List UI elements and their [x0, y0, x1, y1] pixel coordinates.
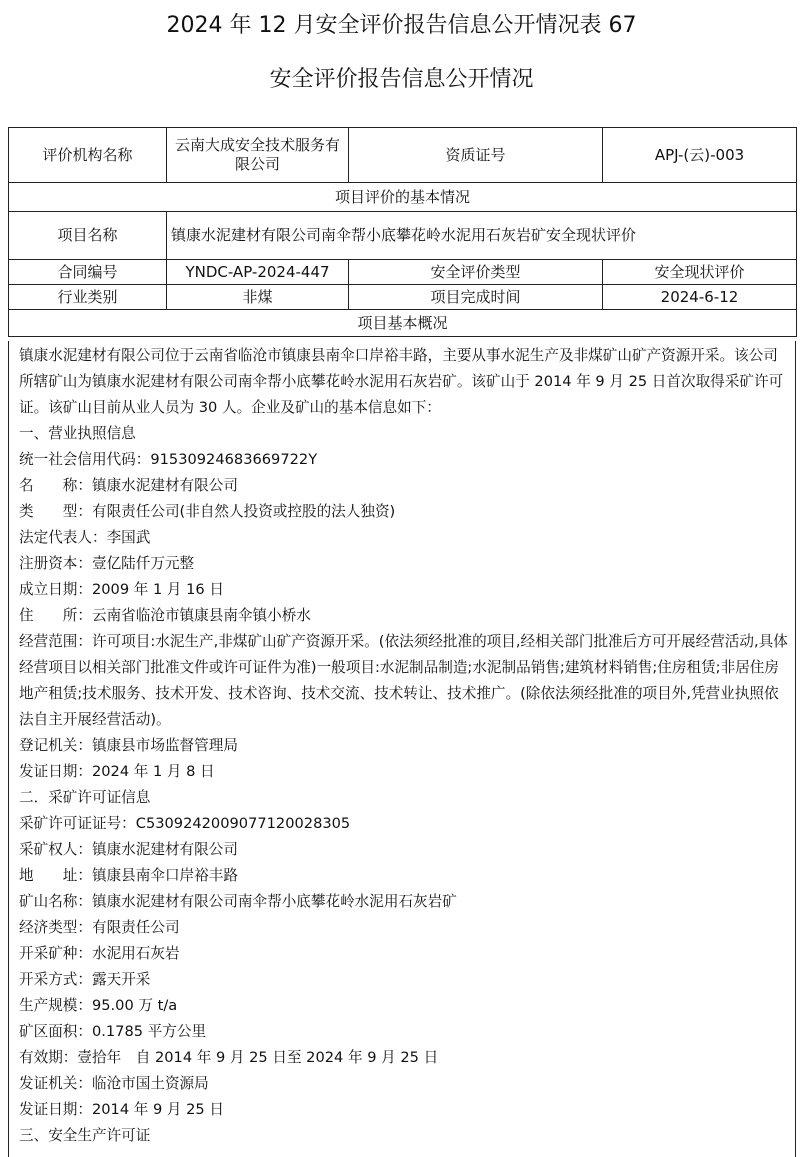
project-name-label: 项目名称	[9, 212, 167, 260]
eval-type-value: 安全现状评价	[603, 260, 797, 285]
registration-authority: 登记机关：镇康县市场监督管理局	[19, 737, 238, 754]
table-row	[9, 212, 797, 260]
section-mining-permit: 二．采矿许可证信息	[19, 789, 151, 806]
mining-area: 矿区面积：0.1785 平方公里	[19, 1023, 207, 1040]
overview-section-heading: 项目基本概况	[9, 310, 797, 337]
permit-issue-date: 发证日期：2014 年 9 月 25 日	[19, 1101, 224, 1118]
contract-value: YNDC-AP-2024-447	[167, 260, 349, 285]
project-name-value: 镇康水泥建材有限公司南伞帮小底攀花岭水泥用石灰岩矿安全现状评价	[167, 212, 797, 260]
section-business-license: 一、营业执照信息	[19, 425, 136, 442]
validity-period: 有效期：壹拾年 自 2014 年 9 月 25 日至 2024 年 9 月 25 日	[19, 1049, 439, 1066]
mining-permit-number: 采矿许可证证号：C5309242009077120028305	[19, 815, 351, 832]
section-safety-license: 三、安全生产许可证	[19, 1127, 151, 1144]
industry-label: 行业类别	[9, 285, 167, 310]
business-scope: 经营范围：许可项目:水泥生产,非煤矿山矿产资源开采。(依法须经批准的项目,经相关部门批准后方可开展经营活动,具体经营项目以相关部门批准文件或许可证件为准)一般项目:水泥制品制造;水泥制品销售;建筑材料销售;住房租赁;非居住房地产租赁;技术服务、技术开发、技术咨询、技术交流、技术转让、技术推广。(除依法须经批准的项目外,凭营业执照依法自主开展经营活动)。	[19, 633, 788, 728]
eval-type-label: 安全评价类型	[349, 260, 603, 285]
page-title: 2024 年 12 月安全评价报告信息公开情况表 67	[166, 13, 637, 38]
legal-representative: 法定代表人：李国武	[19, 529, 151, 546]
contract-label: 合同编号	[9, 260, 167, 285]
company-address: 住 所：云南省临沧市镇康县南伞镇小桥水	[19, 607, 311, 624]
table-row	[9, 285, 797, 310]
finish-time-value: 2024-6-12	[603, 285, 797, 310]
credit-code: 统一社会信用代码：91530924683669722Y	[19, 451, 318, 468]
company-name: 名 称：镇康水泥建材有限公司	[19, 477, 238, 494]
table-row	[9, 183, 797, 212]
table-row	[9, 310, 797, 337]
intro-paragraph: 镇康水泥建材有限公司位于云南省临沧市镇康县南伞口岸裕丰路，主要从事水泥生产及非煤矿山矿产资源开采。该公司所辖矿山为镇康水泥建材有限公司南伞帮小底攀花岭水泥用石灰岩矿。该矿山于 2014 年 9 月 25 日首次取得采矿许可证。该矿山目前从业人员为 30 人。企业及矿山的基本信息如下：	[19, 347, 784, 416]
table-row	[9, 128, 797, 183]
company-type: 类 型：有限责任公司(非自然人投资或控股的法人独资)	[19, 503, 396, 520]
cert-label: 资质证号	[349, 128, 603, 183]
cert-value: APJ-(云)-003	[603, 128, 797, 183]
registered-capital: 注册资本：壹亿陆仟万元整	[19, 555, 195, 572]
mine-name: 矿山名称：镇康水泥建材有限公司南伞帮小底攀花岭水泥用石灰岩矿	[19, 893, 457, 910]
mining-address: 地 址：镇康县南伞口岸裕丰路	[19, 867, 238, 884]
industry-value: 非煤	[167, 285, 349, 310]
mining-method: 开采方式：露天开采	[19, 971, 151, 988]
page-subtitle: 安全评价报告信息公开情况	[269, 67, 534, 92]
overview-body	[8, 341, 796, 1157]
permit-issuer: 发证机关：临沧市国土资源局	[19, 1075, 209, 1092]
org-label: 评价机构名称	[9, 128, 167, 183]
mineral-type: 开采矿种：水泥用石灰岩	[19, 945, 180, 962]
project-info-table	[8, 127, 797, 337]
economic-type: 经济类型：有限责任公司	[19, 919, 180, 936]
finish-time-label: 项目完成时间	[349, 285, 603, 310]
mining-right-holder: 采矿权人：镇康水泥建材有限公司	[19, 841, 238, 858]
basic-section-heading: 项目评价的基本情况	[9, 183, 797, 212]
org-value: 云南大成安全技术服务有限公司	[167, 128, 349, 183]
table-row	[9, 260, 797, 285]
production-scale: 生产规模：95.00 万 t/a	[19, 997, 178, 1014]
founded-date: 成立日期：2009 年 1 月 16 日	[19, 581, 224, 598]
license-issue-date: 发证日期：2024 年 1 月 8 日	[19, 763, 215, 780]
